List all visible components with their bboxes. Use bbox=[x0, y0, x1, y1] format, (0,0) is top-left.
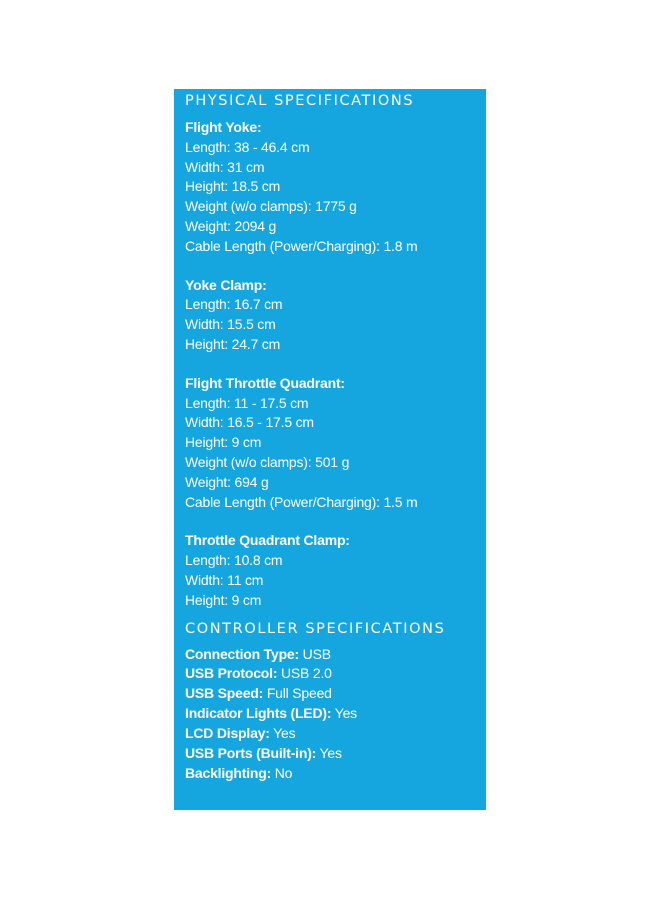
controller-spec-key: LCD Display: bbox=[185, 725, 270, 742]
spec-group-yoke-clamp bbox=[185, 276, 476, 355]
spec-group-heading: Throttle Quadrant Clamp: bbox=[185, 532, 350, 549]
controller-spec-list bbox=[185, 645, 476, 784]
physical-specifications-title: PHYSICAL SPECIFICATIONS bbox=[185, 93, 415, 109]
spec-line: Width: 31 cm bbox=[185, 158, 265, 175]
controller-spec-key: Backlighting: bbox=[185, 764, 272, 781]
controller-spec-key: USB Ports (Built-in): bbox=[185, 744, 317, 761]
spec-line: Weight: 2094 g bbox=[185, 217, 277, 234]
spec-line: Length: 16.7 cm bbox=[185, 296, 283, 313]
spec-panel bbox=[174, 89, 486, 810]
controller-spec-key: USB Speed: bbox=[185, 685, 264, 702]
spec-line: Height: 18.5 cm bbox=[185, 178, 281, 195]
spec-group-flight-yoke bbox=[185, 118, 476, 257]
controller-spec-value: Yes bbox=[316, 744, 342, 761]
spec-line: Length: 11 - 17.5 cm bbox=[185, 394, 309, 411]
controller-spec-value: Yes bbox=[269, 725, 296, 742]
spec-line: Height: 9 cm bbox=[185, 434, 262, 451]
controller-spec-row bbox=[185, 645, 476, 665]
spec-line: Width: 11 cm bbox=[185, 571, 264, 588]
spec-group-heading: Flight Throttle Quadrant: bbox=[185, 374, 345, 391]
controller-spec-value: Full Speed bbox=[263, 685, 332, 702]
spec-line: Cable Length (Power/Charging): 1.5 m bbox=[185, 493, 418, 510]
controller-spec-row bbox=[185, 684, 476, 704]
spec-line: Width: 15.5 cm bbox=[185, 316, 276, 333]
spec-group-flight-throttle-quadrant bbox=[185, 374, 476, 513]
spec-line: Weight (w/o clamps): 501 g bbox=[185, 453, 350, 470]
spec-line: Weight: 694 g bbox=[185, 473, 269, 490]
spec-line: Weight (w/o clamps): 1775 g bbox=[185, 198, 357, 215]
spec-line: Height: 24.7 cm bbox=[185, 335, 281, 352]
controller-spec-key: Connection Type: bbox=[185, 645, 299, 662]
spec-line: Length: 38 - 46.4 cm bbox=[185, 138, 310, 155]
spec-line: Cable Length (Power/Charging): 1.8 m bbox=[185, 237, 418, 254]
controller-spec-value: No bbox=[271, 764, 293, 781]
controller-spec-row bbox=[185, 664, 476, 684]
spec-group-throttle-quadrant-clamp bbox=[185, 531, 476, 610]
spec-group-heading: Flight Yoke: bbox=[185, 119, 262, 135]
spec-line: Width: 16.5 - 17.5 cm bbox=[185, 414, 314, 431]
controller-spec-key: Indicator Lights (LED): bbox=[185, 705, 332, 722]
controller-spec-value: USB bbox=[298, 645, 331, 662]
controller-spec-row bbox=[185, 744, 476, 764]
spec-group-heading: Yoke Clamp: bbox=[185, 276, 267, 293]
controller-specifications-title: CONTROLLER SPECIFICATIONS bbox=[185, 620, 446, 637]
controller-spec-key: USB Protocol: bbox=[185, 665, 278, 682]
controller-spec-value: USB 2.0 bbox=[277, 665, 332, 682]
controller-spec-row bbox=[185, 764, 476, 784]
controller-spec-row bbox=[185, 704, 476, 724]
spec-line: Length: 10.8 cm bbox=[185, 552, 283, 569]
controller-spec-value: Yes bbox=[331, 705, 357, 722]
controller-spec-row bbox=[185, 724, 476, 744]
spec-line: Height: 9 cm bbox=[185, 591, 262, 608]
